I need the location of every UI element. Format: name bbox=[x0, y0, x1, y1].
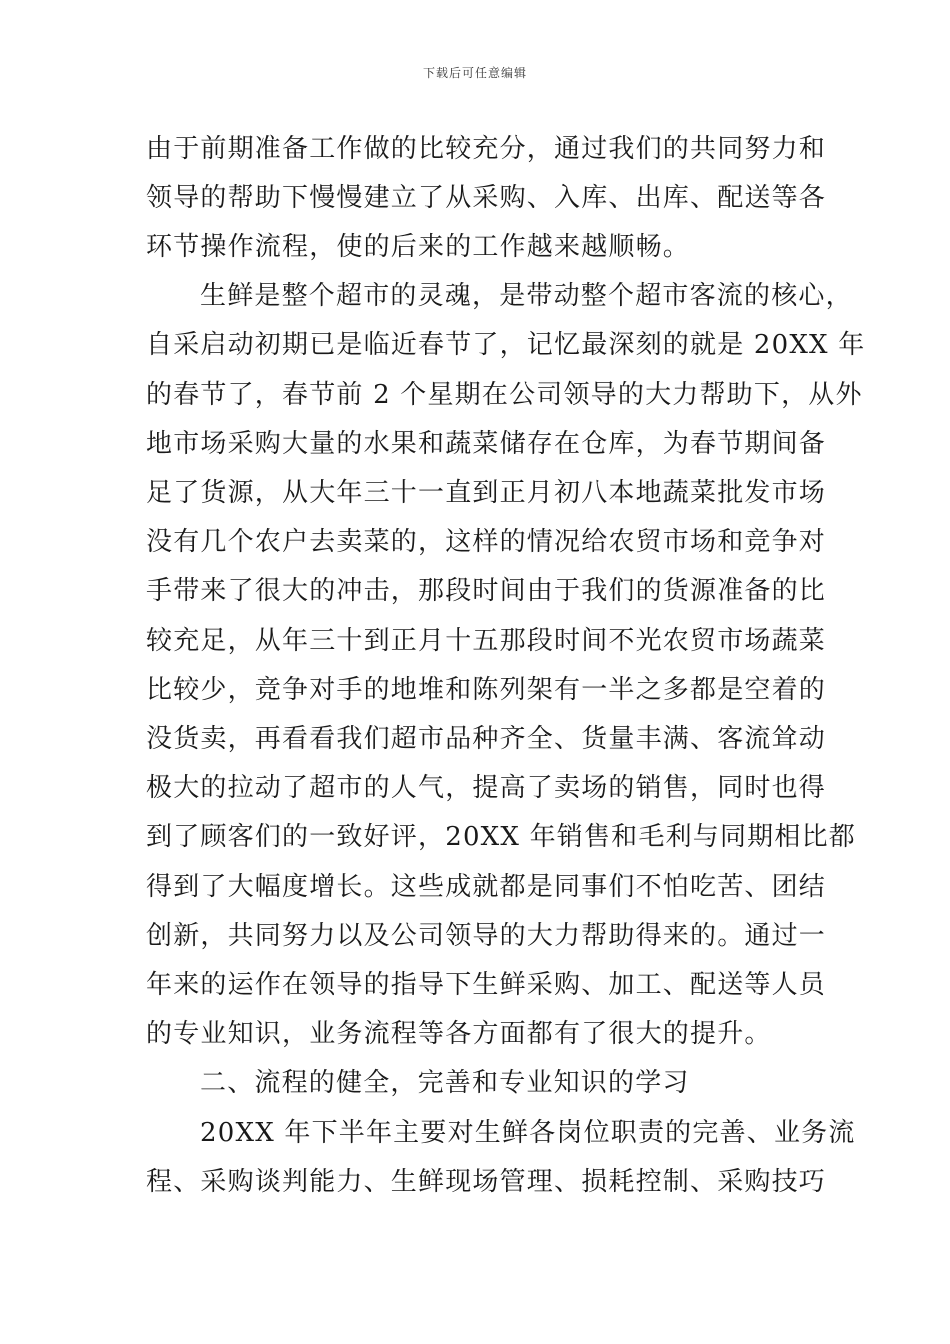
text-line: 由于前期准备工作做的比较充分，通过我们的共同努力和 bbox=[146, 134, 827, 164]
text-line: 自采启动初期已是临近春节了，记忆最深刻的就是 20XX 年 bbox=[146, 330, 866, 360]
text-line: 比较少，竞争对手的地堆和陈列架有一半之多都是空着的 bbox=[146, 675, 827, 705]
text-line: 的专业知识，业务流程等各方面都有了很大的提升。 bbox=[146, 1019, 772, 1049]
text-line: 得到了大幅度增长。这些成就都是同事们不怕吃苦、团结 bbox=[146, 872, 827, 902]
text-line: 较充足，从年三十到正月十五那段时间不光农贸市场蔬菜 bbox=[146, 626, 827, 656]
text-line: 手带来了很大的冲击，那段时间由于我们的货源准备的比 bbox=[146, 576, 827, 606]
text-line: 年来的运作在领导的指导下生鲜采购、加工、配送等人员 bbox=[146, 970, 827, 1000]
text-line: 没货卖，再看看我们超市品种齐全、货量丰满、客流耸动 bbox=[146, 724, 827, 754]
text-line: 到了顾客们的一致好评，20XX 年销售和毛利与同期相比都 bbox=[146, 822, 856, 852]
text-line: 的春节了，春节前 2 个星期在公司领导的大力帮助下，从外 bbox=[146, 380, 863, 410]
text-line: 地市场采购大量的水果和蔬菜储存在仓库，为春节期间备 bbox=[146, 429, 827, 459]
text-line: 极大的拉动了超市的人气，提高了卖场的销售，同时也得 bbox=[146, 773, 827, 803]
paragraph-start-line: 生鲜是整个超市的灵魂，是带动整个超市客流的核心， bbox=[200, 281, 853, 311]
page-header: 下载后可任意编辑 bbox=[422, 66, 527, 80]
text-line: 领导的帮助下慢慢建立了从采购、入库、出库、配送等各 bbox=[146, 183, 827, 213]
paragraph-start-line: 20XX 年下半年主要对生鲜各岗位职责的完善、业务流 bbox=[200, 1118, 856, 1148]
text-line: 程、采购谈判能力、生鲜现场管理、损耗控制、采购技巧 bbox=[146, 1167, 827, 1197]
text-line: 环节操作流程，使的后来的工作越来越顺畅。 bbox=[146, 232, 691, 262]
text-line: 足了货源，从大年三十一直到正月初八本地蔬菜批发市场 bbox=[146, 478, 827, 508]
text-line: 没有几个农户去卖菜的，这样的情况给农贸市场和竞争对 bbox=[146, 527, 827, 557]
section-heading: 二、流程的健全，完善和专业知识的学习 bbox=[200, 1068, 690, 1098]
text-line: 创新，共同努力以及公司领导的大力帮助得来的。通过一 bbox=[146, 921, 827, 951]
